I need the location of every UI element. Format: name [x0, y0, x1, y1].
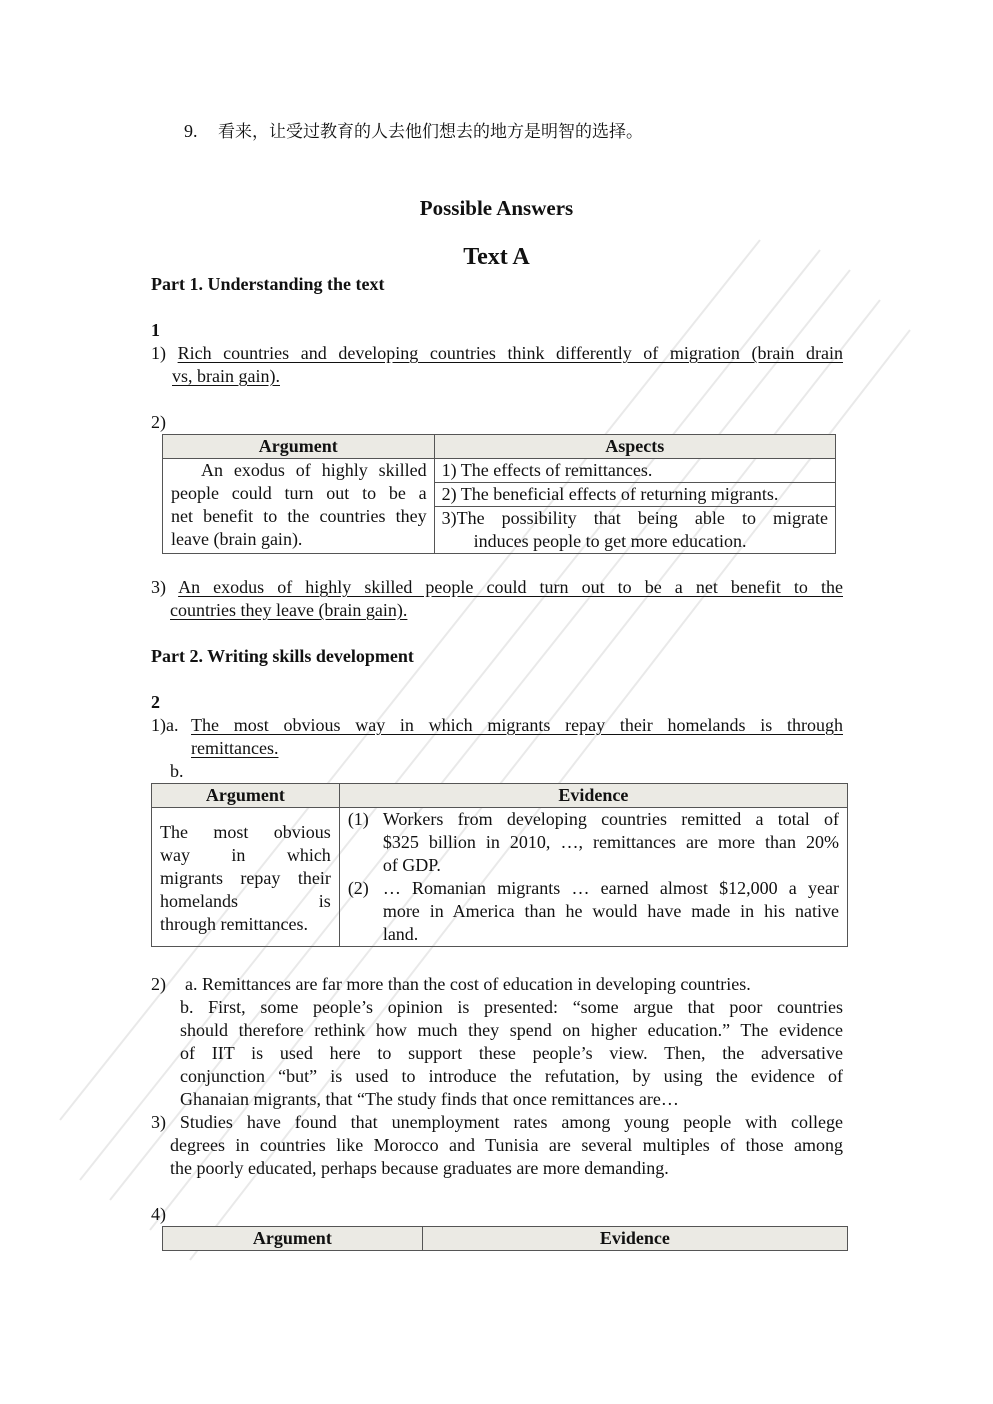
- p2q3-line: Studies have found that unemployment rates among young people with college: [179, 1112, 843, 1132]
- evidence-line: Workers from developing countries remitted a total of: [382, 809, 839, 829]
- q3-answer-line2: countries they leave (brain gain).: [170, 600, 408, 620]
- argument-line: The most obvious: [160, 822, 331, 842]
- evidence-line: more in America than he would have made in his native: [382, 901, 839, 921]
- part2-q1: [151, 714, 843, 783]
- q2-label: 2): [151, 412, 166, 432]
- p2q2-b-line: of IIT is used here to support these people’s view. Then, the adversative: [180, 1043, 843, 1063]
- argument-line: people could turn out to be a: [171, 483, 427, 503]
- aspect-line: 3)The possibility that being able to migrate: [441, 508, 828, 528]
- p2q1-answer-line1: The most obvious way in which migrants repay their homelands is through: [191, 715, 843, 735]
- table-header-evidence: Evidence: [339, 784, 847, 808]
- evidence-item: [348, 877, 839, 946]
- part1-q3: [151, 576, 843, 622]
- p2q2-b-line: conjunction “but” is used to introduce the refutation, by using the evidence of: [180, 1066, 843, 1086]
- q1-label: 1): [151, 343, 166, 363]
- p2q3-label: 3): [151, 1112, 166, 1132]
- page-heading: Possible Answers: [419, 196, 574, 220]
- table-header-aspects: Aspects: [434, 435, 835, 459]
- section-number-2: 2: [151, 692, 160, 712]
- p2q4-label: 4): [151, 1204, 166, 1224]
- exercise-text: 看来，让受过教育的人去他们想去的地方是明智的选择。: [218, 122, 643, 142]
- argument-line: way in which: [160, 845, 331, 865]
- q3-label: 3): [151, 577, 166, 597]
- argument-cell: [163, 459, 435, 554]
- table-header-argument: Argument: [163, 435, 435, 459]
- p2q2-b-line: should therefore rethink how much they spend on higher education.” The evidence: [180, 1020, 843, 1040]
- argument-aspects-table: [162, 434, 836, 554]
- aspect-line: induces people to get more education.: [473, 531, 747, 551]
- p2q2-b-line: Ghanaian migrants, that “The study finds that once remittances are…: [180, 1089, 679, 1109]
- evidence-number: (2): [347, 878, 369, 898]
- argument-line: net benefit to the countries they: [171, 506, 427, 526]
- argument-line: homelands is: [160, 891, 331, 911]
- aspect-cell: 2) The beneficial effects of returning migrants.: [434, 483, 835, 507]
- aspect-cell: [434, 507, 835, 554]
- q1-answer-line2: vs, brain gain).: [172, 366, 280, 386]
- argument-evidence-table-2: [162, 1226, 848, 1251]
- evidence-line: … Romanian migrants … earned almost $12,000 a year: [382, 878, 839, 898]
- table-header-argument: Argument: [152, 784, 340, 808]
- evidence-cell: [339, 808, 847, 947]
- argument-cell: [152, 808, 340, 947]
- p2q3-line: the poorly educated, perhaps because graduates are more demanding.: [170, 1158, 669, 1178]
- part2-q3: [151, 1111, 843, 1180]
- part1-title: Part 1. Understanding the text: [151, 274, 385, 294]
- q1-answer-line1: Rich countries and developing countries think differently of migration (brain drain: [177, 343, 843, 363]
- exercise-item: [184, 120, 643, 144]
- evidence-line: $325 billion in 2010, …, remittances are more than 20%: [382, 832, 839, 852]
- table-header-evidence: Evidence: [422, 1227, 847, 1251]
- evidence-item: [348, 808, 839, 877]
- q3-answer-line1: An exodus of highly skilled people could turn out to be a net benefit to the: [178, 577, 843, 597]
- part2-q2: [151, 973, 843, 1111]
- argument-evidence-table: [151, 783, 848, 947]
- evidence-number: (1): [347, 809, 369, 829]
- part1-q1: [151, 342, 843, 388]
- exercise-number: 9.: [184, 121, 198, 141]
- argument-line: through remittances.: [160, 914, 308, 934]
- argument-line: An exodus of highly skilled: [201, 460, 427, 480]
- p2q1-label: 1)a.: [151, 715, 179, 735]
- p2q2-b-line: b. First, some people’s opinion is presented: “some argue that poor countries: [180, 997, 843, 1017]
- p2q1-b-label: b.: [170, 761, 184, 781]
- section-number-1: 1: [151, 320, 160, 340]
- part2-title: Part 2. Writing skills development: [151, 646, 414, 666]
- argument-line: migrants repay their: [160, 868, 331, 888]
- p2q3-line: degrees in countries like Morocco and Tunisia are several multiples of those among: [170, 1135, 843, 1155]
- evidence-line: land.: [382, 924, 419, 944]
- p2q2-a: a. Remittances are far more than the cost of education in developing countries.: [185, 974, 751, 994]
- evidence-line: of GDP.: [382, 855, 441, 875]
- p2q2-label: 2): [151, 974, 166, 994]
- p2q1-answer-line2: remittances.: [191, 738, 279, 758]
- table-header-argument: Argument: [163, 1227, 423, 1251]
- aspect-cell: 1) The effects of remittances.: [434, 459, 835, 483]
- argument-line: leave (brain gain).: [171, 529, 303, 549]
- page-subheading: Text A: [463, 244, 530, 270]
